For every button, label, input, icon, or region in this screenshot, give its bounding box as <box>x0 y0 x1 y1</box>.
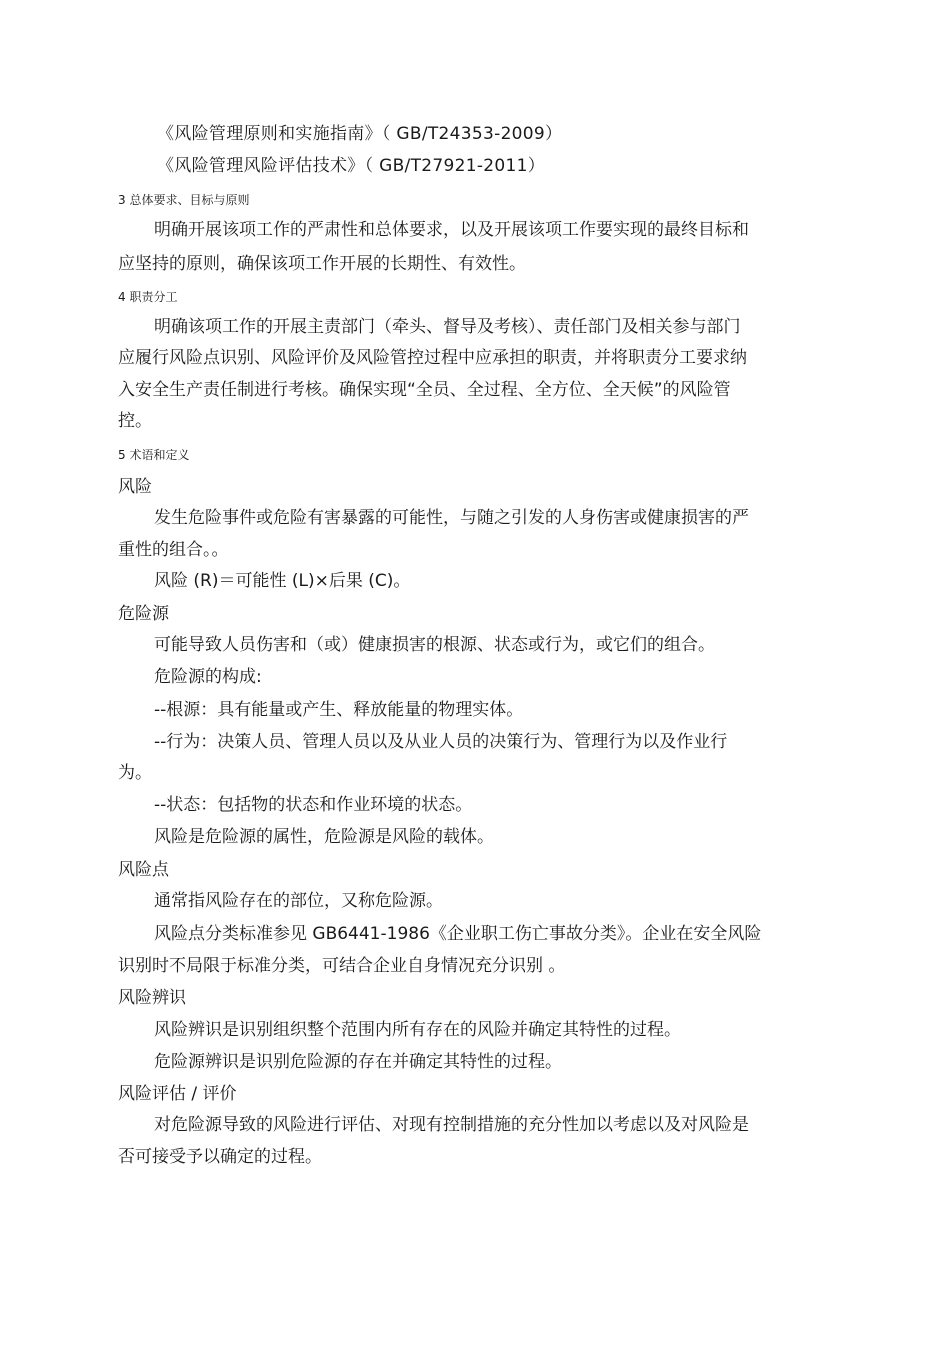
reference-line: 《风险管理原则和实施指南》（ GB/T24353-2009） <box>157 124 563 144</box>
paragraph-line: --根源：具有能量或产生、释放能量的物理实体。 <box>154 700 524 720</box>
paragraph-line: 明确该项工作的开展主责部门（牵头、督导及考核）、责任部门及相关参与部门 <box>154 317 741 337</box>
paragraph-line: 风险辨识是识别组织整个范围内所有存在的风险并确定其特性的过程。 <box>154 1020 681 1040</box>
section-heading: 4 职责分工 <box>118 290 178 304</box>
paragraph-line: 对危险源导致的风险进行评估、对现有控制措施的充分性加以考虑以及对风险是 <box>154 1115 749 1135</box>
paragraph-line: 应坚持的原则，确保该项工作开展的长期性、有效性。 <box>118 254 526 274</box>
paragraph-line: 危险源的构成: <box>154 667 262 687</box>
paragraph-line: 重性的组合。。 <box>118 540 229 560</box>
term-title: 危险源 <box>118 604 169 624</box>
section-heading: 5 术语和定义 <box>118 448 190 462</box>
reference-line: 《风险管理风险评估技术》（ GB/T27921-2011） <box>157 156 546 176</box>
paragraph-line: 否可接受予以确定的过程。 <box>118 1147 322 1167</box>
paragraph-line: --状态：包括物的状态和作业环境的状态。 <box>154 795 473 815</box>
term-title: 风险点 <box>118 860 169 880</box>
paragraph-line: 风险是危险源的属性，危险源是风险的载体。 <box>154 827 494 847</box>
term-title: 风险 <box>118 477 152 497</box>
paragraph-line: 风险点分类标准参见 GB6441-1986《企业职工伤亡事故分类》。企业在安全风险 <box>154 924 762 944</box>
paragraph-line: 可能导致人员伤害和（或）健康损害的根源、状态或行为，或它们的组合。 <box>154 635 715 655</box>
paragraph-line: 通常指风险存在的部位，又称危险源。 <box>154 891 443 911</box>
paragraph-line: 控。 <box>118 411 152 431</box>
paragraph-line: 危险源辨识是识别危险源的存在并确定其特性的过程。 <box>154 1052 562 1072</box>
formula-line: 风险 (R)＝可能性 (L)×后果 (C)。 <box>154 571 411 591</box>
paragraph-line: 识别时不局限于标准分类，可结合企业自身情况充分识别 。 <box>118 956 566 976</box>
paragraph-line: 应履行风险点识别、风险评价及风险管控过程中应承担的职责，并将职责分工要求纳 <box>118 348 747 368</box>
paragraph-line: --行为：决策人员、管理人员以及从业人员的决策行为、管理行为以及作业行 <box>154 732 728 752</box>
paragraph-line: 为。 <box>118 763 152 783</box>
term-title: 风险评估 / 评价 <box>118 1084 237 1104</box>
paragraph-line: 明确开展该项工作的严肃性和总体要求，以及开展该项工作要实现的最终目标和 <box>154 220 749 240</box>
term-title: 风险辨识 <box>118 988 186 1008</box>
section-heading: 3 总体要求、目标与原则 <box>118 193 250 207</box>
paragraph-line: 入安全生产责任制进行考核。确保实现“全员、全过程、全方位、全天候”的风险管 <box>118 380 731 400</box>
paragraph-line: 发生危险事件或危险有害暴露的可能性，与随之引发的人身伤害或健康损害的严 <box>154 508 749 528</box>
